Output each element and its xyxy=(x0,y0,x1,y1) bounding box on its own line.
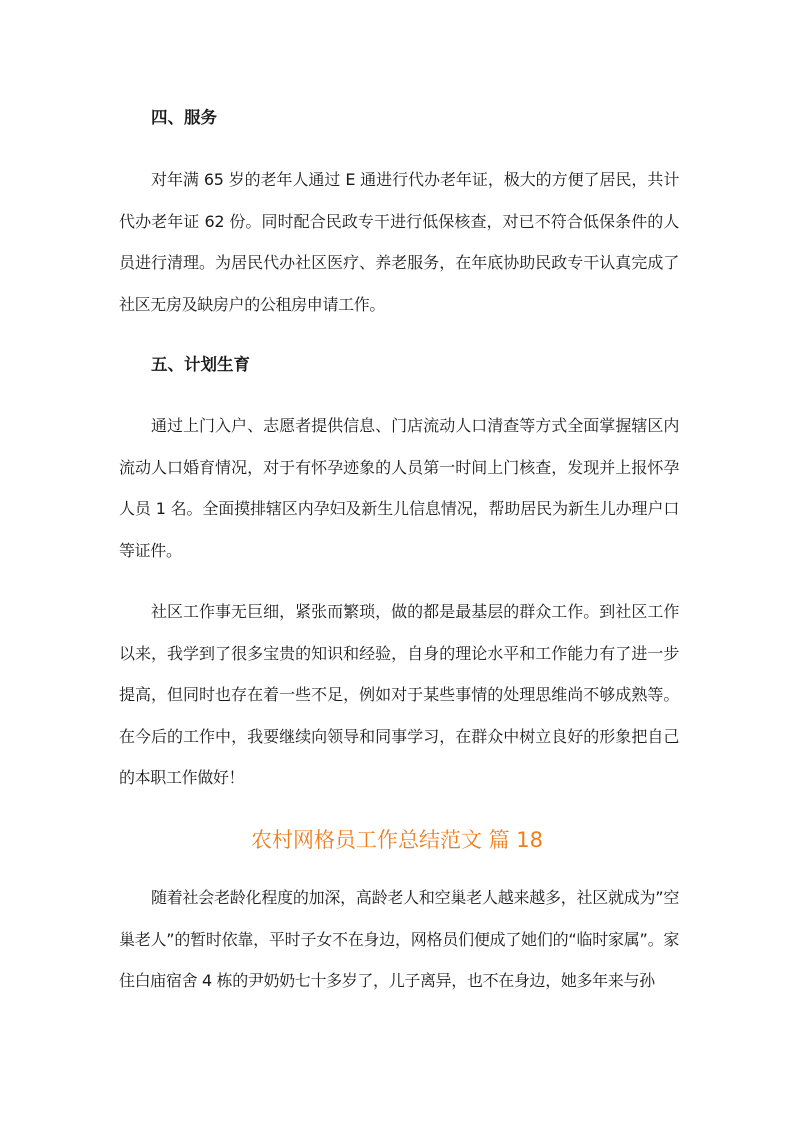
section-heading-service: 四、服务 xyxy=(151,108,217,127)
article-title: 农村网格员工作总结范文 篇 18 xyxy=(250,828,544,852)
paragraph-article-intro: 随着社会老龄化程度的加深，高龄老人和空巢老人越来越多，社区就成为”空巢老人”的暂时依靠，平时子女不在身边，网格员们便成了她们的“临时家属”。家住白庙宿舍 4 栋的尹奶奶七十多岁了，儿子离异，也不在身边，她多年来与孙 xyxy=(119,888,679,990)
paragraph-conclusion: 社区工作事无巨细，紧张而繁琐，做的都是最基层的群众工作。到社区工作以来，我学到了很多宝贵的知识和经验，自身的理论水平和工作能力有了进一步提高，但同时也存在着一些不足，例如对于某些事情的处理思维尚不够成熟等。在今后的工作中，我要继续向领导和同事学习，在群众中树立良好的形象把自己的本职工作做好！ xyxy=(119,602,679,787)
paragraph-family-planning: 通过上门入户、志愿者提供信息、门店流动人口清查等方式全面掌握辖区内流动人口婚育情况，对于有怀孕迹象的人员第一时间上门核查，发现并上报怀孕人员 1 名。全面摸排辖区内孕妇及新生儿信息情况，帮助居民为新生儿办理户口等证件。 xyxy=(119,416,679,560)
paragraph-service: 对年满 65 岁的老年人通过 E 通进行代办老年证，极大的方便了居民，共计代办老年证 62 份。同时配合民政专干进行低保核查，对已不符合低保条件的人员进行清理。为居民代办社区医疗、养老服务，在年底协助民政专干认真完成了社区无房及缺房户的公租房申请工作。 xyxy=(119,170,679,314)
section-heading-family-planning: 五、计划生育 xyxy=(151,355,250,374)
